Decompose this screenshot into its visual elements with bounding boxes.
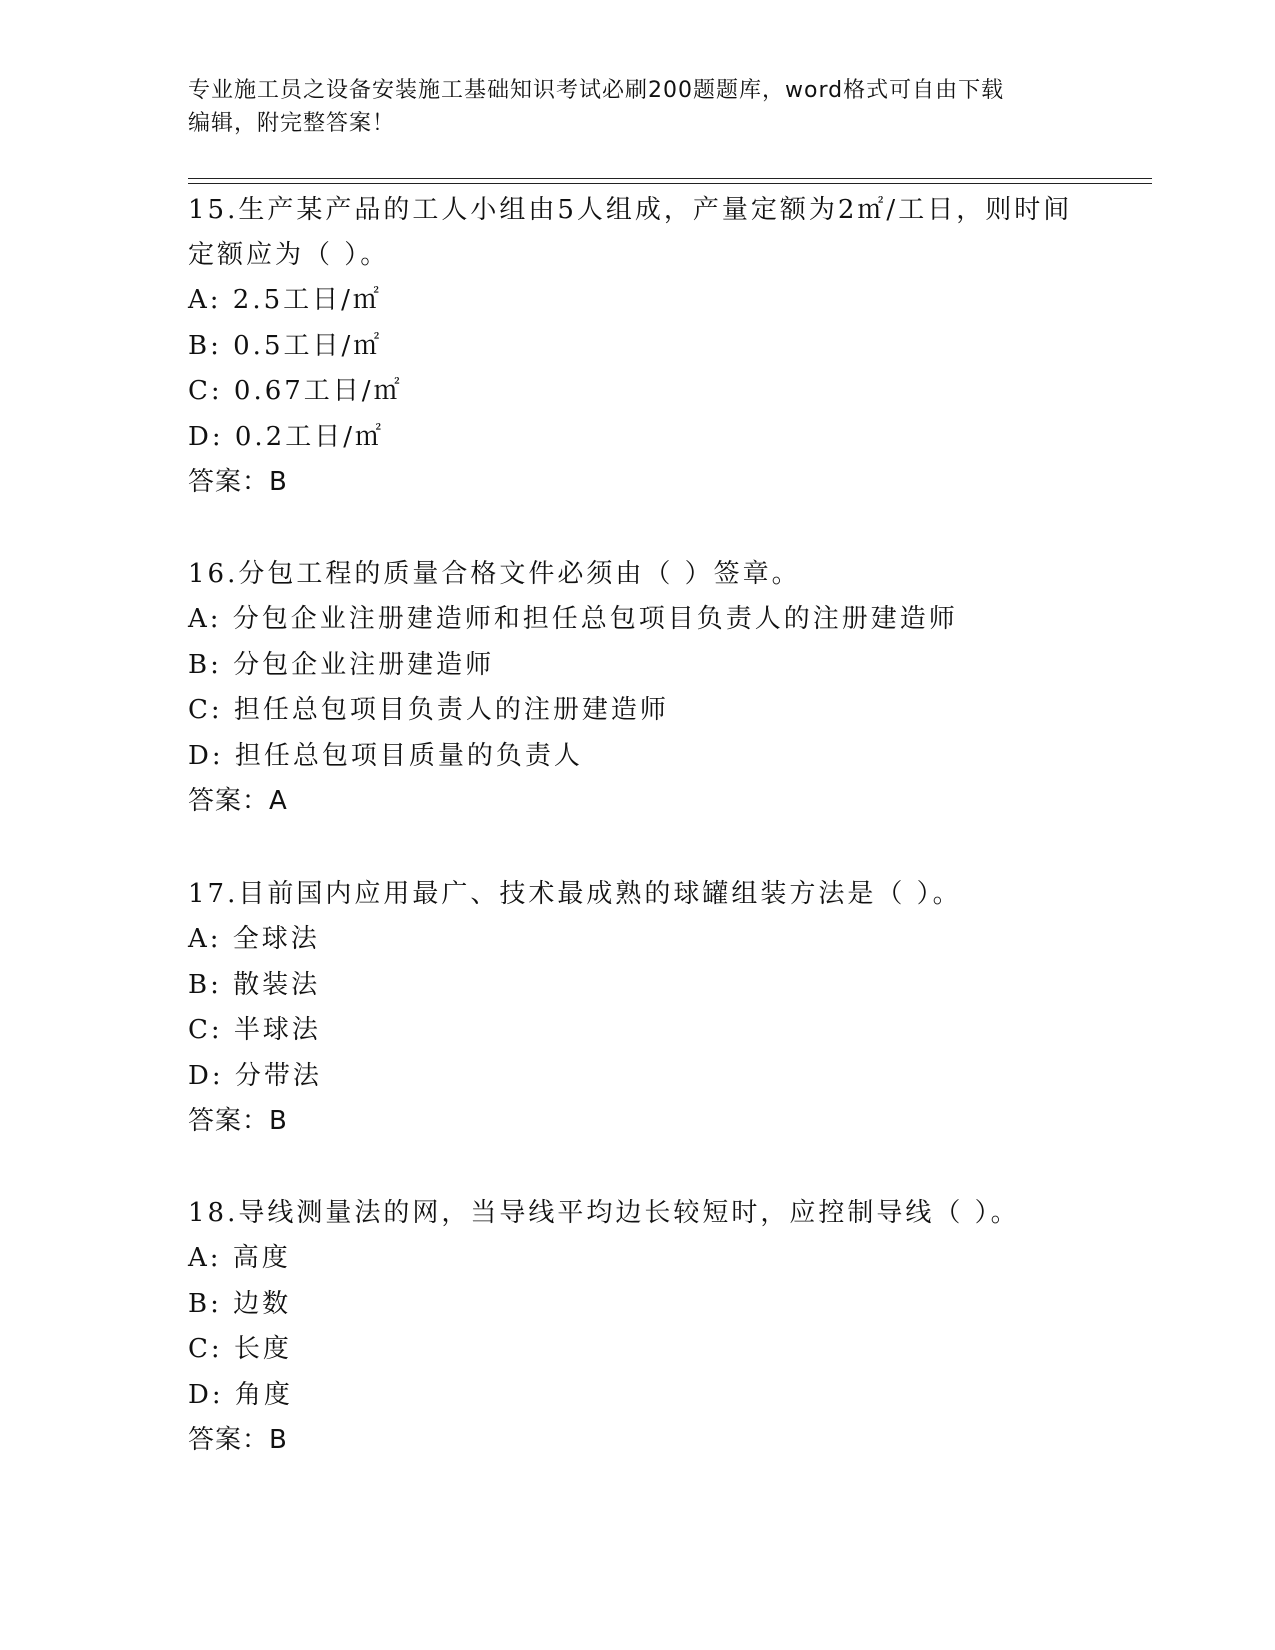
question-17 xyxy=(188,872,1088,1144)
answer: 答案：B xyxy=(188,1106,288,1136)
option-a: A: 分包企业注册建造师和担任总包项目负责人的注册建造师 xyxy=(188,604,958,634)
question-stem-line-2: 定额应为（ ）。 xyxy=(188,240,390,270)
question-stem-line-1: 15.生产某产品的工人小组由5人组成，产量定额为2㎡/工日，则时间 xyxy=(188,195,1073,225)
option-d: D: 角度 xyxy=(188,1379,293,1410)
option-d: D: 担任总包项目质量的负责人 xyxy=(188,740,583,771)
header-divider-top xyxy=(188,178,1152,179)
question-stem-line-1: 16.分包工程的质量合格文件必须由（ ）签章。 xyxy=(188,559,801,589)
header-line-1: 专业施工员之设备安装施工基础知识考试必刷200题题库，word格式可自由下载 xyxy=(188,78,1005,103)
option-b: B: 散装法 xyxy=(188,969,321,1000)
option-a: A: 2.5工日/㎡ xyxy=(188,285,382,315)
option-b: B: 边数 xyxy=(188,1288,292,1319)
option-d: D: 分带法 xyxy=(188,1060,322,1091)
question-stem-line-1: 17.目前国内应用最广、技术最成熟的球罐组装方法是（ ）。 xyxy=(188,879,962,909)
question-15 xyxy=(188,188,1088,505)
option-c: C: 长度 xyxy=(188,1334,292,1364)
option-c: C: 0.67工日/㎡ xyxy=(188,376,403,406)
option-c: C: 半球法 xyxy=(188,1015,321,1045)
answer: 答案：A xyxy=(188,786,288,816)
option-d: D: 0.2工日/㎡ xyxy=(188,421,384,452)
option-a: A: 高度 xyxy=(188,1243,291,1273)
question-18 xyxy=(188,1191,1088,1463)
answer: 答案：B xyxy=(188,1425,288,1455)
option-c: C: 担任总包项目负责人的注册建造师 xyxy=(188,695,669,725)
option-b: B: 0.5工日/㎡ xyxy=(188,330,383,361)
option-a: A: 全球法 xyxy=(188,924,320,954)
option-b: B: 分包企业注册建造师 xyxy=(188,649,495,680)
document-header xyxy=(188,74,1088,140)
question-stem-line-1: 18.导线测量法的网，当导线平均边长较短时，应控制导线（ ）。 xyxy=(188,1198,1020,1228)
header-divider-bottom xyxy=(188,183,1152,184)
answer: 答案：B xyxy=(188,467,288,497)
question-16 xyxy=(188,552,1088,824)
header-line-2: 编辑，附完整答案！ xyxy=(188,111,396,136)
